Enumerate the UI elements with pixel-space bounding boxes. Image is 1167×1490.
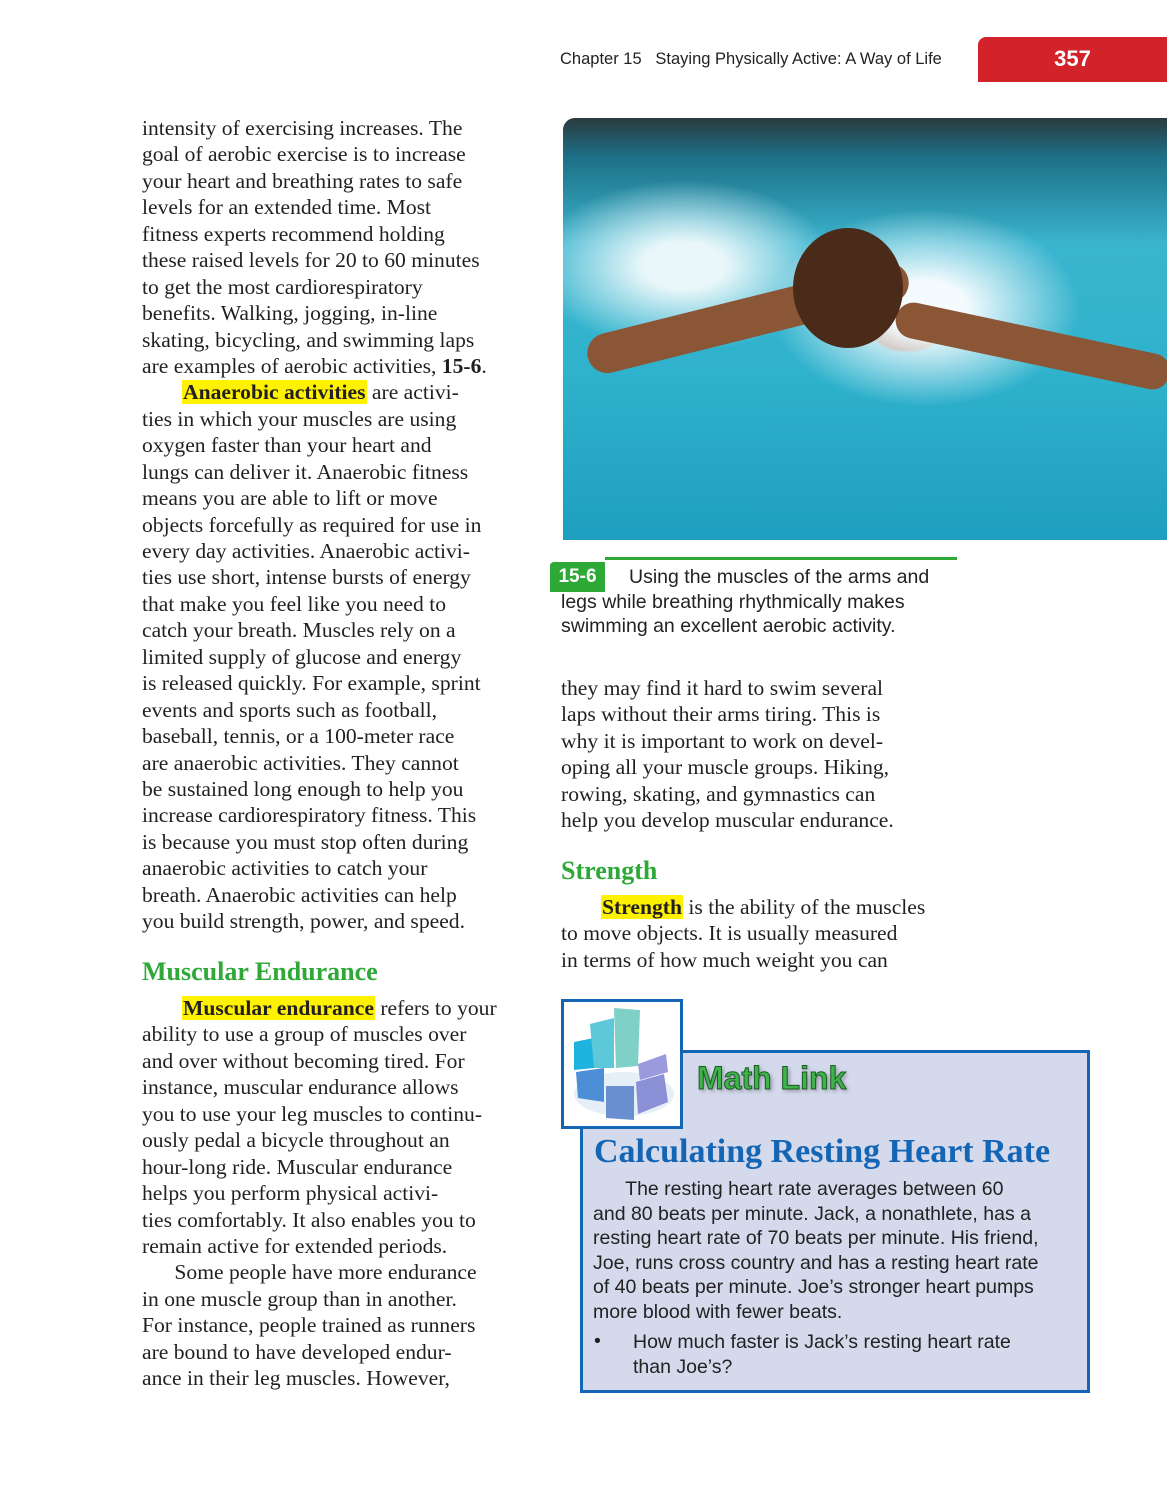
text-line: ously pedal a bicycle throughout an — [142, 1128, 450, 1153]
muscular-endurance-text — [142, 995, 497, 1392]
text-line: rowing, skating, and gymnastics can — [561, 781, 876, 806]
text-line: helps you perform physical activi- — [142, 1181, 439, 1206]
text-line: ance in their leg muscles. However, — [142, 1366, 450, 1391]
text-line: every day activities. Anaerobic activi- — [142, 539, 470, 563]
text-line: your heart and breathing rates to safe — [142, 168, 463, 193]
text-line: these raised levels for 20 to 60 minutes — [142, 248, 480, 273]
text-line: help you develop muscular endurance. — [561, 808, 894, 833]
running-header — [560, 50, 942, 69]
text-line: For instance, people trained as runners — [142, 1313, 476, 1338]
text-line: that make you feel like you need to — [142, 591, 447, 616]
question-line: than Joe’s? — [633, 1355, 733, 1378]
text-line: in terms of how much weight you can — [561, 947, 888, 972]
chapter-title: Staying Physically Active: A Way of Life — [655, 50, 942, 68]
text-line: ties use short, intense bursts of energy — [142, 565, 471, 590]
text-line: you build strength, power, and speed. — [142, 909, 465, 934]
pie-chart-icon — [564, 1002, 680, 1126]
key-term-highlight: Strength — [602, 895, 682, 919]
chapter-number: Chapter 15 — [560, 50, 642, 68]
heading-muscular-endurance: Muscular Endurance — [142, 957, 378, 986]
heading-strength: Strength — [561, 856, 658, 885]
math-link-title: Calculating Resting Heart Rate — [594, 1133, 1051, 1170]
text-line: they may find it hard to swim several — [561, 676, 884, 700]
text-line: are anaerobic activities. They cannot — [142, 750, 459, 775]
text-line: skating, bicycling, and swimming laps — [142, 327, 475, 352]
strength-text — [561, 894, 925, 973]
text-line: means you are able to lift or move — [142, 486, 438, 511]
text-line: limited supply of glucose and energy — [142, 644, 462, 669]
text-line — [142, 995, 497, 1021]
text-line: to move objects. It is usually measured — [561, 921, 898, 946]
text-line: benefits. Walking, jogging, in-line — [142, 301, 438, 326]
text-line: levels for an extended time. Most — [142, 195, 432, 220]
text-line: anaerobic activities to catch your — [142, 856, 428, 881]
text-line — [561, 894, 925, 920]
swimmer-photo — [563, 118, 1167, 540]
bullet-icon: • — [594, 1330, 601, 1352]
caption-line: legs while breathing rhythmically makes — [561, 590, 905, 613]
text-line: ability to use a group of muscles over — [142, 1022, 467, 1047]
text-line: increase cardiorespiratory fitness. This — [142, 803, 477, 828]
text-line: ties in which your muscles are using — [142, 406, 457, 431]
text-line: be sustained long enough to help you — [142, 776, 464, 801]
text-line: hour-long ride. Muscular endurance — [142, 1154, 453, 1179]
math-link-body — [593, 1177, 1038, 1325]
text-line: to get the most cardiorespiratory — [142, 274, 423, 299]
text-line: is released quickly. For example, sprint — [142, 671, 481, 696]
text: is the ability of the muscles — [683, 895, 926, 919]
body-line: and 80 beats per minute. Jack, a nonathlete, has a — [593, 1202, 1031, 1225]
text-line: is because you must stop often during — [142, 829, 469, 854]
text: are examples of aerobic activities, — [142, 353, 442, 378]
photo-head — [793, 228, 903, 348]
page-number: 357 — [1054, 46, 1091, 71]
text-line — [142, 353, 487, 379]
text-line: instance, muscular endurance allows — [142, 1075, 459, 1100]
figure-caption — [561, 565, 929, 639]
text-line: intensity of exercising increases. The — [142, 116, 463, 140]
body-line: more blood with fewer beats. — [593, 1300, 843, 1323]
right-column-text — [561, 675, 894, 834]
caption-rule — [605, 557, 957, 560]
page-number-tab — [978, 37, 1167, 82]
body-line: Joe, runs cross country and has a resting heart rate — [593, 1251, 1039, 1274]
body-line: of 40 beats per minute. Joe’s stronger heart pumps — [593, 1276, 1034, 1299]
text: are activi- — [366, 380, 459, 405]
text-line: you to use your leg muscles to continu- — [142, 1101, 483, 1126]
math-link-question — [633, 1330, 1011, 1379]
photo-arm — [892, 299, 1167, 392]
text-line: remain active for extended periods. — [142, 1233, 448, 1258]
body-line: resting heart rate of 70 beats per minute. His friend, — [593, 1227, 1039, 1250]
key-term-highlight: Muscular endurance — [183, 996, 374, 1020]
text: refers to your — [374, 996, 497, 1020]
caption-line: Using the muscles of the arms and — [629, 566, 930, 588]
caption-line: swimming an excellent aerobic activity. — [561, 615, 896, 638]
text-line: lungs can deliver it. Anaerobic fitness — [142, 459, 469, 484]
text-line: why it is important to work on devel- — [561, 728, 884, 753]
text-line: laps without their arms tiring. This is — [561, 702, 881, 727]
text-line: Some people have more endurance — [142, 1260, 477, 1285]
figure-label: 15-6 — [550, 562, 605, 592]
left-column-text — [142, 115, 487, 935]
math-link-label: Math Link — [697, 1060, 847, 1096]
text-line: goal of aerobic exercise is to increase — [142, 142, 466, 167]
text-line: oxygen faster than your heart and — [142, 433, 432, 458]
text-line: and over without becoming tired. For — [142, 1048, 465, 1073]
text-line: events and sports such as football, — [142, 697, 438, 722]
body-line: The resting heart rate averages between 60 — [593, 1178, 1004, 1200]
text-line: oping all your muscle groups. Hiking, — [561, 755, 890, 780]
key-term-highlight: Anaerobic activities — [183, 380, 366, 405]
text-line: fitness experts recommend holding — [142, 221, 445, 246]
math-link-icon-box — [561, 999, 683, 1129]
text: . — [481, 353, 487, 378]
text-line: breath. Anaerobic activities can help — [142, 882, 457, 907]
text-line: ties comfortably. It also enables you to — [142, 1207, 476, 1232]
text-line: in one muscle group than in another. — [142, 1286, 457, 1311]
figure-reference: 15-6 — [441, 353, 482, 378]
text-line — [142, 379, 487, 405]
text-line: are bound to have developed endur- — [142, 1339, 452, 1364]
text-line: catch your breath. Muscles rely on a — [142, 618, 456, 643]
text-line: baseball, tennis, or a 100-meter race — [142, 724, 455, 749]
text-line: objects forcefully as required for use in — [142, 512, 482, 537]
question-line: How much faster is Jack’s resting heart rate — [633, 1331, 1011, 1353]
